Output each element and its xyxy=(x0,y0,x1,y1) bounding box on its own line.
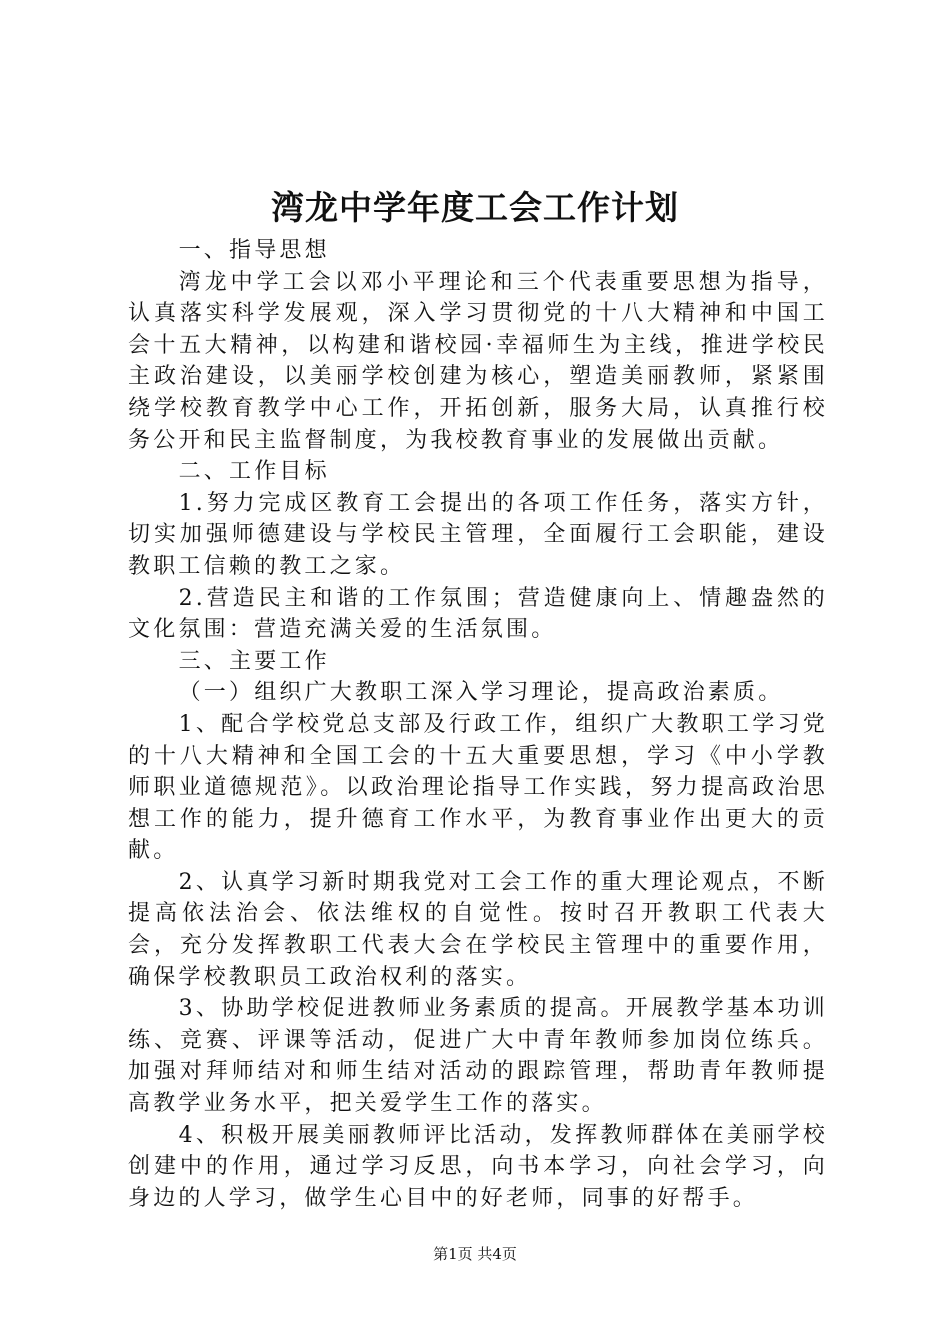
document-body xyxy=(128,235,828,1214)
paragraph: 4、积极开展美丽教师评比活动，发挥教师群体在美丽学校创建中的作用，通过学习反思，向书本学习，向社会学习，向身边的人学习，做学生心目中的好老师，同事的好帮手。 xyxy=(128,1122,828,1211)
subsection-heading: （一）组织广大教职工深入学习理论，提高政治素质。 xyxy=(178,680,784,706)
section-heading-guiding-ideology: 一、指导思想 xyxy=(178,238,330,263)
paragraph: 湾龙中学工会以邓小平理论和三个代表重要思想为指导，认真落实科学发展观，深入学习贯彻党的十八大精神和中国工会十五大精神，以构建和谐校园·幸福师生为主线，推进学校民主政治建设，以美丽学校创建为核心，塑造美丽教师，紧紧围绕学校教育教学中心工作，开拓创新，服务大局，认真推行校务公开和民主监督制度，为我校教育事业的发展做出贡献。 xyxy=(128,269,828,453)
paragraph: 2、认真学习新时期我党对工会工作的重大理论观点，不断提高依法治会、依法维权的自觉性。按时召开教职工代表大会，充分发挥教职工代表大会在学校民主管理中的重要作用，确保学校教职员工政治权利的落实。 xyxy=(128,869,828,990)
paragraph: 1、配合学校党总支部及行政工作，组织广大教职工学习党的十八大精神和全国工会的十五大重要思想，学习《中小学教师职业道德规范》。以政治理论指导工作实践，努力提高政治思想工作的能力，提升德育工作水平，为教育事业作出更大的贡献。 xyxy=(128,711,828,864)
page-number-footer: 第1页 共4页 xyxy=(433,1245,517,1263)
paragraph: 3、协助学校促进教师业务素质的提高。开展教学基本功训练、竞赛、评课等活动，促进广大中青年教师参加岗位练兵。加强对拜师结对和师生结对活动的跟踪管理，帮助青年教师提高教学业务水平，把关爱学生工作的落实。 xyxy=(128,996,828,1117)
section-heading-main-work: 三、主要工作 xyxy=(178,648,330,674)
section-heading-work-goals: 二、工作目标 xyxy=(178,459,330,485)
paragraph: 1.努力完成区教育工会提出的各项工作任务，落实方针，切实加强师德建设与学校民主管理，全面履行工会职能，建设教职工信赖的教工之家。 xyxy=(128,490,828,579)
document-title: 湾龙中学年度工会工作计划 xyxy=(271,188,679,227)
paragraph: 2.营造民主和谐的工作氛围；营造健康向上、情趣盎然的文化氛围：营造充满关爱的生活氛围。 xyxy=(128,585,828,643)
